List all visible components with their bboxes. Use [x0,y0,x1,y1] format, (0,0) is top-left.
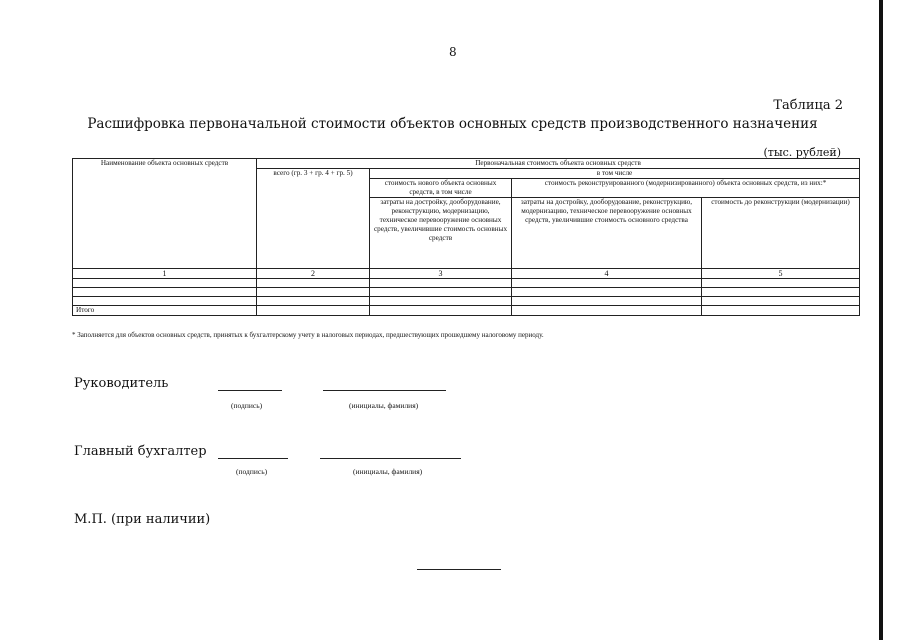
page-number: 8 [449,45,457,59]
header-object-name: Наименование объекта основных средств [73,159,257,269]
head-signature-line [218,390,282,391]
stamp-note: М.П. (при наличии) [74,512,211,527]
cost-breakdown-table [72,158,860,316]
col-number: 3 [370,269,512,279]
units-label: (тыс. рублей) [763,146,841,159]
chief-signature-caption: (подпись) [236,467,268,476]
footnote: * Заполняется для объектов основных средств, принятых к бухгалтерскому учету в налоговых периодах, предшествующих прошедшему налоговому периоду. [72,331,544,339]
head-initials-line [323,390,446,391]
chief-initials-caption: (инициалы, фамилия) [353,467,423,476]
table-row [73,288,860,297]
table-row [73,279,860,288]
table-label: Таблица 2 [773,98,843,113]
bottom-line [417,569,501,570]
header-total: всего (гр. 3 + гр. 4 + гр. 5) [257,169,370,269]
header-recon-costs: затраты на достройку, дооборудование, реконструкцию, модернизацию, техническое перевооружение основных средств, увеличившие стоимость основного средства [512,198,702,269]
header-reconstructed-object: стоимость реконструированного (модернизированного) объекта основных средств, из них:* [512,179,860,198]
col-number: 4 [512,269,702,279]
header-initial-cost: Первоначальная стоимость объекта основных средств [257,159,860,169]
header-new-object: стоимость нового объекта основных средств, в том числе [370,179,512,198]
head-signature-caption: (подпись) [231,401,263,410]
total-row [73,306,860,316]
table-row [73,297,860,306]
chief-initials-line [320,458,461,459]
header-new-object-costs: затраты на достройку, дооборудование, реконструкцию, модернизацию, техническое перевооружение основных средств, увеличившие стоимость основных средств [370,198,512,269]
head-role-label: Руководитель [74,376,169,391]
page-edge-bar [879,0,883,640]
head-initials-caption: (инициалы, фамилия) [349,401,419,410]
total-label: Итого [73,306,257,316]
chief-accountant-role-label: Главный бухгалтер [74,444,207,459]
col-number: 2 [257,269,370,279]
document-title: Расшифровка первоначальной стоимости объектов основных средств производственного назначения [87,116,818,132]
col-number: 5 [702,269,860,279]
header-including: в том числе [370,169,860,179]
col-number: 1 [73,269,257,279]
chief-signature-line [218,458,288,459]
header-recon-before: стоимость до реконструкции (модернизации) [702,198,860,269]
